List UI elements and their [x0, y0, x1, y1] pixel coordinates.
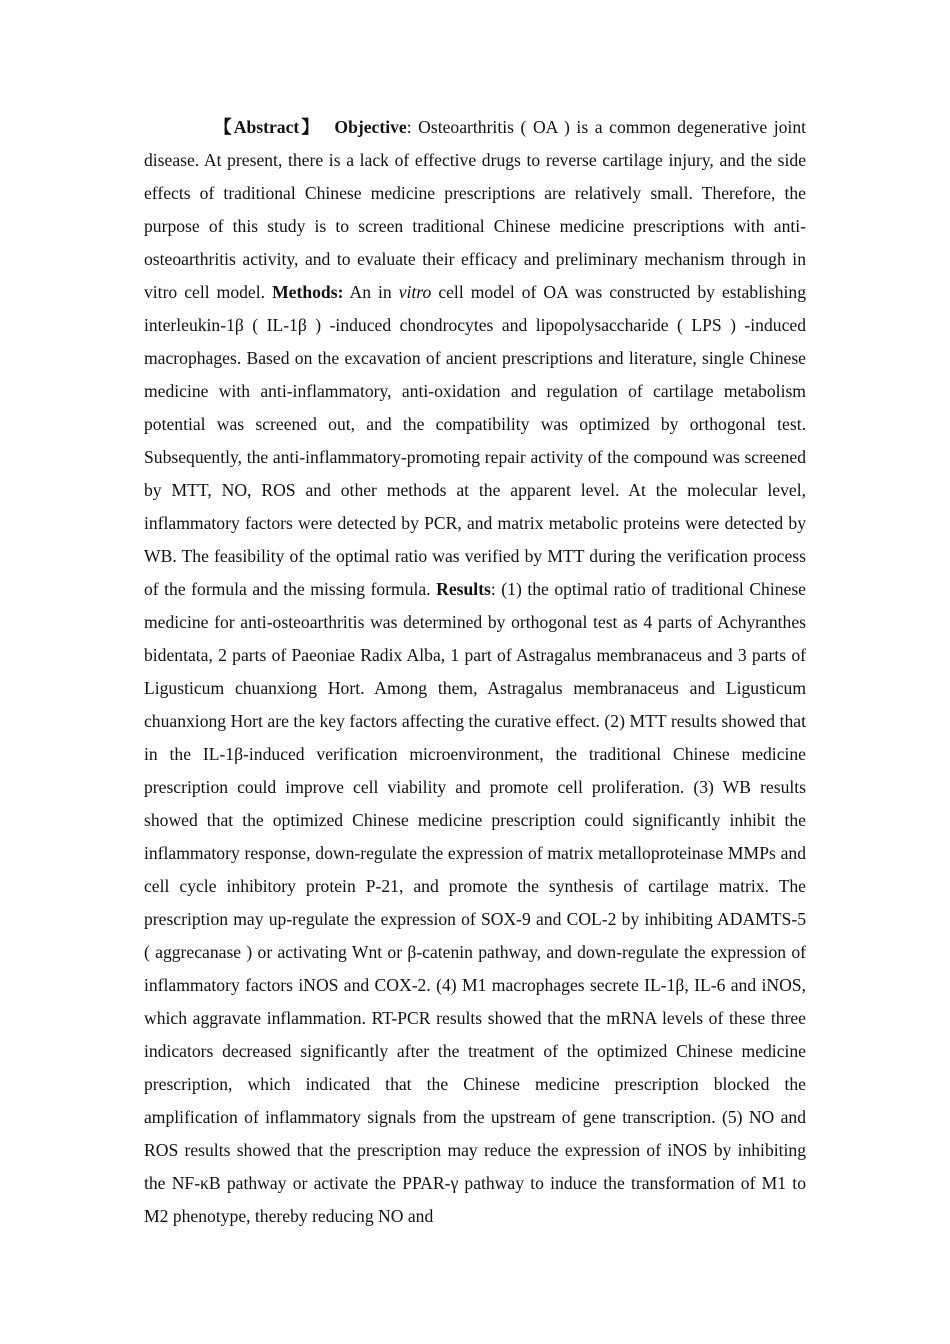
methods-label: Methods:: [272, 282, 344, 302]
abstract-paragraph: [144, 111, 806, 1233]
objective-text: : Osteoarthritis ( OA ) is a common degenerative joint disease. At present, there is a lack of effective drugs to reverse cartilage injury, and the side effects of traditional Chinese medicine prescriptions are relatively small. Therefore, the purpose of this study is to screen traditional Chinese medicine prescriptions with anti-osteoarthritis activity, and to evaluate their efficacy and preliminary mechanism through in vitro cell model.: [144, 117, 807, 302]
abstract-heading: 【Abstract】: [214, 117, 322, 137]
results-text: : (1) the optimal ratio of traditional Chinese medicine for anti-osteoarthritis was determined by orthogonal test as 4 parts of Achyranthes bidentata, 2 parts of Paeoniae Radix Alba, 1 part of Astragalus membranaceus and 3 parts of Ligusticum chuanxiong Hort. Among them, Astragalus membranaceus and Ligusticum chuanxiong Hort are the key factors affecting the curative effect. (2) MTT results showed that in the IL-1β-induced verification microenvironment, the traditional Chinese medicine prescription could improve cell viability and promote cell proliferation. (3) WB results showed that the optimized Chinese medicine prescription could significantly inhibit the inflammatory response, down-regulate the expression of matrix metalloproteinase MMPs and cell cycle inhibitory protein P-21, and promote the synthesis of cartilage matrix. The prescription may up-regulate the expression of SOX-9 and COL-2 by inhibiting ADAMTS-5 ( aggrecanase ) or activating Wnt or β-catenin pathway, and down-regulate the expression of inflammatory factors iNOS and COX-2. (4) M1 macrophages secrete IL-1β, IL-6 and iNOS, which aggravate inflammation. RT-PCR results showed that the mRNA levels of these three indicators decreased significantly after the treatment of the optimized Chinese medicine prescription, which indicated that the Chinese medicine prescription blocked the amplification of inflammatory signals from the upstream of gene transcription. (5) NO and ROS results showed that the prescription may reduce the expression of iNOS by inhibiting the NF-κB pathway or activate the PPAR-γ pathway to induce the transformation of M1 to M2 phenotype, thereby reducing NO and: [144, 579, 806, 1226]
results-label: Results: [436, 579, 491, 599]
methods-text-rest: cell model of OA was constructed by establishing interleukin-1β ( IL-1β ) -induced chondrocytes and lipopolysaccharide ( LPS ) -induced macrophages. Based on the excavation of ancient prescriptions and literature, single Chinese medicine with anti-inflammatory, anti-oxidation and regulation of cartilage metabolism potential was screened out, and the compatibility was optimized by orthogonal test. Subsequently, the anti-inflammatory-promoting repair activity of the compound was screened by MTT, NO, ROS and other methods at the apparent level. At the molecular level, inflammatory factors were detected by PCR, and matrix metabolic proteins were detected by WB. The feasibility of the optimal ratio was verified by MTT during the verification process of the formula and the missing formula.: [144, 282, 807, 599]
methods-italic-term: vitro: [398, 282, 432, 302]
methods-text-start: An in: [343, 282, 399, 302]
objective-label: Objective: [334, 117, 407, 137]
